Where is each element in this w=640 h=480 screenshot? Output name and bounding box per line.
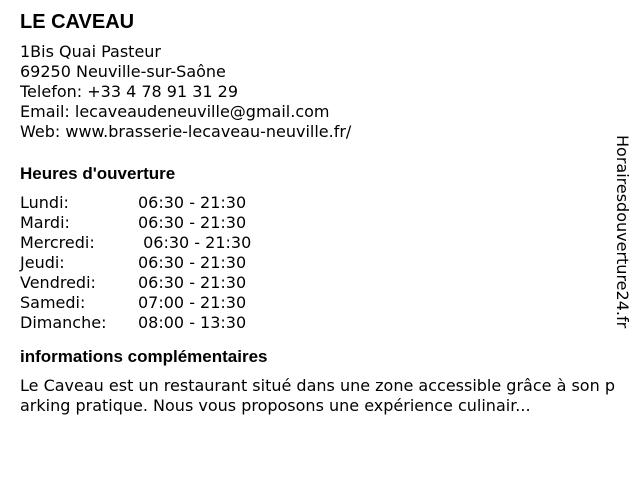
hours-row — [20, 213, 620, 233]
hours-row — [20, 313, 620, 333]
hours-row — [20, 233, 620, 253]
hours-time: 06:30 - 21:30 — [138, 233, 252, 252]
hours-day: Jeudi: — [20, 253, 65, 272]
web-line: Web: www.brasserie-lecaveau-neuville.fr/ — [20, 122, 352, 141]
address-city: 69250 Neuville-sur-Saône — [20, 62, 226, 81]
info-heading: informations complémentaires — [20, 347, 268, 366]
hours-day: Lundi: — [20, 193, 69, 212]
hours-row — [20, 273, 620, 293]
address-street: 1Bis Quai Pasteur — [20, 42, 161, 61]
hours-table — [20, 193, 620, 333]
business-card — [20, 10, 620, 416]
hours-time: 06:30 - 21:30 — [138, 193, 247, 212]
phone-line: Telefon: +33 4 78 91 31 29 — [20, 82, 239, 101]
hours-day: Dimanche: — [20, 313, 107, 332]
hours-time: 07:00 - 21:30 — [138, 293, 247, 312]
hours-time: 06:30 - 21:30 — [138, 273, 247, 292]
email-line: Email: lecaveaudeneuville@gmail.com — [20, 102, 330, 121]
hours-time: 06:30 - 21:30 — [138, 253, 247, 272]
watermark-text: Horairesdouverture24.fr — [613, 135, 632, 329]
hours-row — [20, 193, 620, 213]
hours-row — [20, 253, 620, 273]
hours-row — [20, 293, 620, 313]
info-text: Le Caveau est un restaurant situé dans une zone accessible grâce à son parking pratique. Nous vous proposons une expérience culinair... — [20, 376, 615, 415]
business-name: LE CAVEAU — [20, 11, 135, 33]
hours-day: Mercredi: — [20, 233, 95, 252]
hours-day: Mardi: — [20, 213, 70, 232]
hours-time: 08:00 - 13:30 — [138, 313, 247, 332]
hours-day: Vendredi: — [20, 273, 96, 292]
hours-day: Samedi: — [20, 293, 86, 312]
hours-heading: Heures d'ouverture — [20, 164, 176, 183]
hours-time: 06:30 - 21:30 — [138, 213, 247, 232]
address-block — [20, 42, 620, 142]
